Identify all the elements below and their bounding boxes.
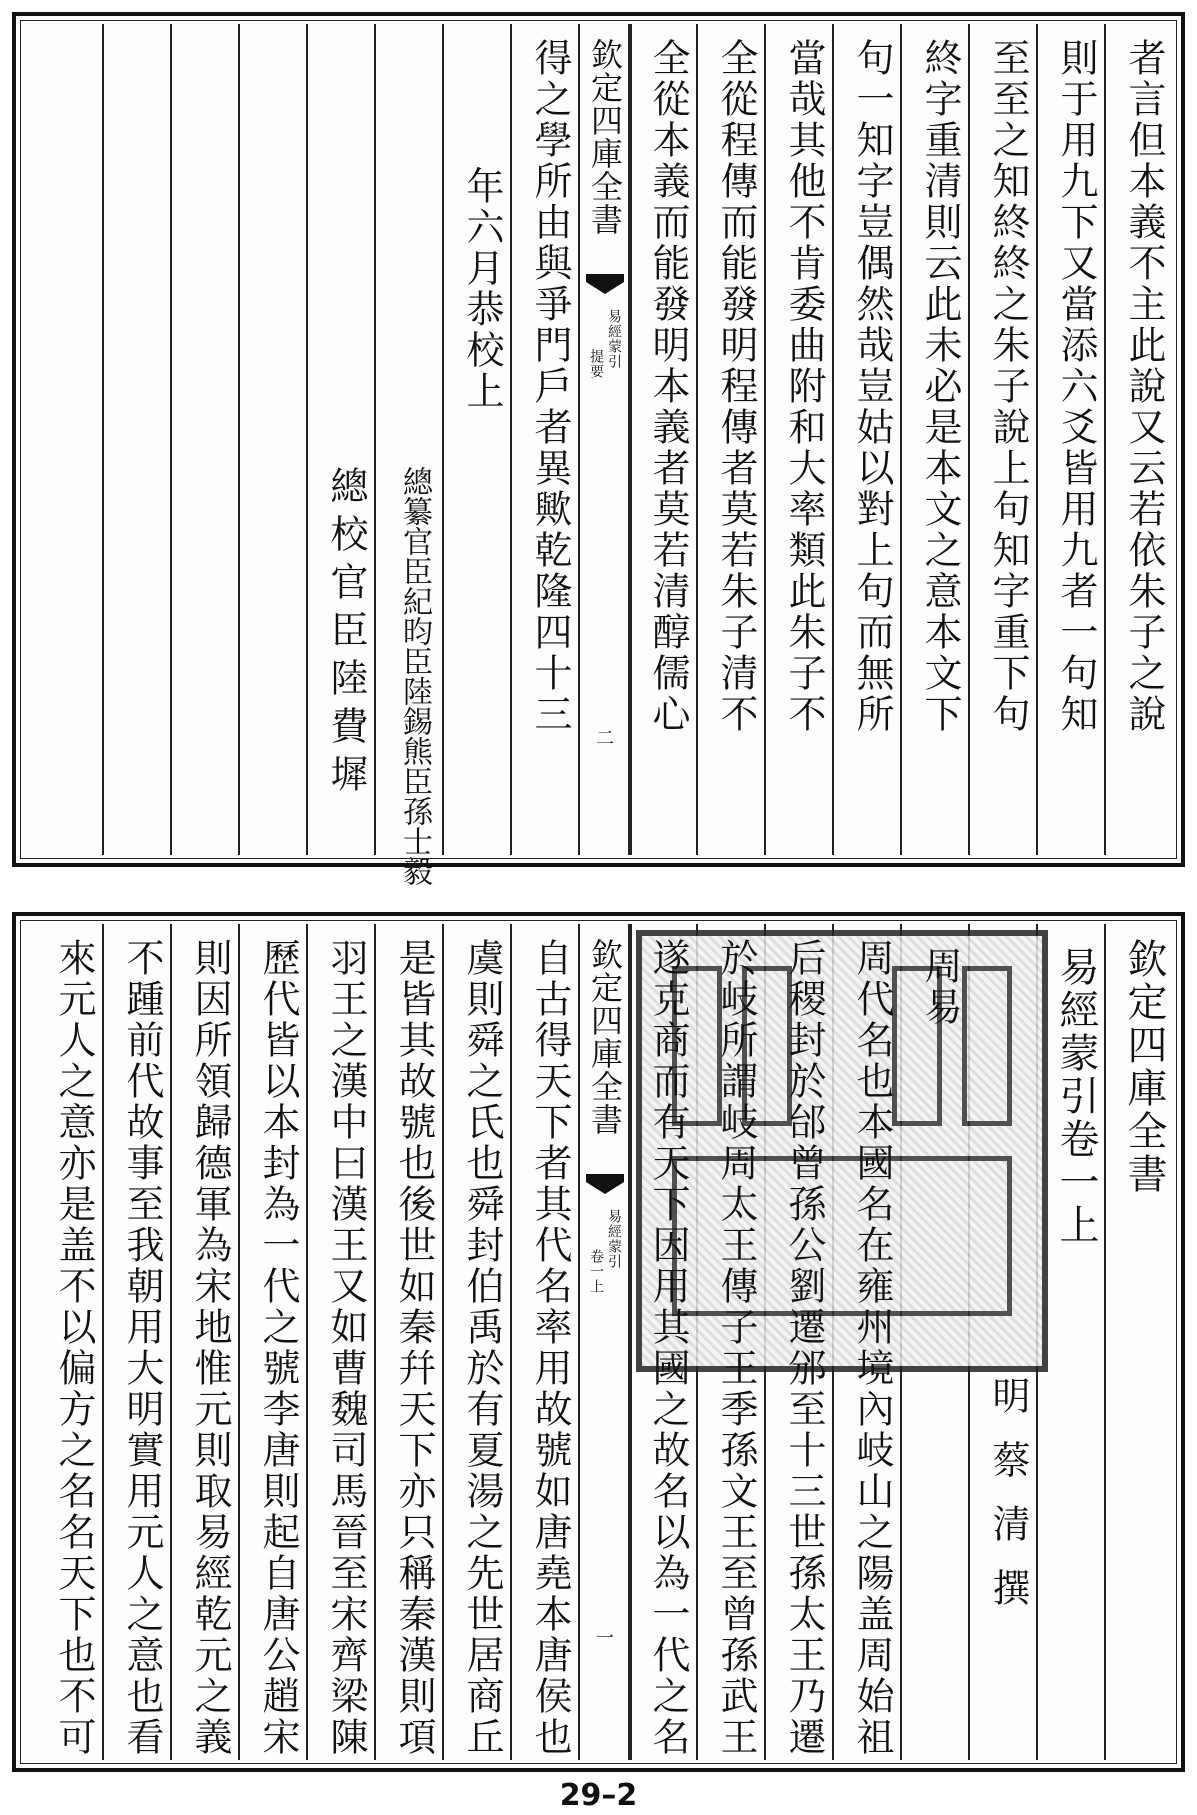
column-rule xyxy=(102,924,104,1760)
side-title: 易經蒙引 xyxy=(606,1209,622,1269)
column-rule xyxy=(510,24,512,855)
text-column: 不踵前代故事至我朝用大明實用元人之意也看 xyxy=(120,938,164,1758)
text-column: 后稷封於邰曾孫公劉遷邠至十三世孫太王乃遷 xyxy=(782,938,826,1758)
column-rule xyxy=(238,24,240,855)
column-rule xyxy=(1104,24,1106,855)
page-top xyxy=(12,12,1185,886)
center-fold xyxy=(578,24,632,855)
text-column: 來元人之意亦是盖不以偏方之名名天下也不可 xyxy=(52,938,96,1758)
column-rule xyxy=(968,24,970,855)
text-column: 歷代皆以本封為一代之號李唐則起自唐公趙宋 xyxy=(256,938,300,1758)
chapter-heading: 易經蒙引卷一上 xyxy=(1053,946,1099,1247)
book-title: 欽定四庫全書 xyxy=(586,38,624,236)
column-rule xyxy=(510,924,512,1760)
text-column: 者言但本義不主此說又云若依朱子之說 xyxy=(1122,38,1166,735)
side-section: 卷一上 xyxy=(588,1249,604,1294)
column-rule xyxy=(374,24,376,855)
column-rule xyxy=(764,24,766,855)
seal-stroke xyxy=(962,966,1012,1126)
text-column: 是皆其故號也後世如秦幷天下亦只稱秦漢則項 xyxy=(392,938,436,1758)
text-column: 自古得天下者其代名率用故號如唐堯本唐侯也 xyxy=(528,938,572,1758)
column-rule xyxy=(1104,924,1106,1760)
text-column: 於岐所謂岐周太王傳子王季孫文王至曾孫武王 xyxy=(714,938,758,1758)
text-column: 羽王之漢中曰漢王又如曹魏司馬晉至宋齊梁陳 xyxy=(324,938,368,1758)
column-rule xyxy=(102,24,104,855)
side-title: 易經蒙引 xyxy=(606,309,622,369)
column-rule xyxy=(832,24,834,855)
text-column: 則因所領歸德軍為宋地惟元則取易經乾元之義 xyxy=(188,938,232,1758)
page-number: 一 xyxy=(596,1628,614,1649)
official-list: 總校官臣陸費墀 xyxy=(324,466,368,802)
column-rule xyxy=(170,924,172,1760)
column-rule xyxy=(306,24,308,855)
text-column: 至至之知終終之朱子說上句知字重下句 xyxy=(986,38,1030,735)
column-rule xyxy=(306,924,308,1760)
text-column: 周代名也本國名在雍州境內岐山之陽盖周始祖 xyxy=(850,938,894,1758)
column-rule xyxy=(696,24,698,855)
page-number: 二 xyxy=(596,728,614,749)
author-line: 明蔡清撰 xyxy=(986,1376,1030,1632)
book-title: 欽定四庫全書 xyxy=(586,938,624,1136)
text-column: 則于用九下又當添六爻皆用九者一句知 xyxy=(1054,38,1098,735)
side-section: 提要 xyxy=(588,349,604,379)
column-rule xyxy=(238,924,240,1760)
fish-tail-mark-icon xyxy=(586,1174,624,1196)
text-column: 遂克商而有天下因用其國之故名以為一代之名 xyxy=(646,938,690,1758)
text-column: 全從程傳而能發明程傳者莫若朱子清不 xyxy=(714,38,758,735)
footer-page-number: 29–2 xyxy=(559,1778,638,1813)
text-column: 終字重清則云此未必是本文之意本文下 xyxy=(918,38,962,735)
text-column: 年六月恭校上 xyxy=(460,166,504,412)
library-seal xyxy=(636,930,1048,1372)
column-rule xyxy=(442,924,444,1760)
fish-tail-mark-icon xyxy=(586,274,624,296)
column-rule xyxy=(442,24,444,855)
section-heading: 周易 xyxy=(918,946,962,1028)
column-rule xyxy=(374,924,376,1760)
text-column: 句一知字豈偶然哉豈姑以對上句而無所 xyxy=(850,38,894,735)
center-fold xyxy=(578,924,632,1760)
text-column: 當哉其他不肯委曲附和大率類此朱子不 xyxy=(782,38,826,735)
text-column: 得之學所由與爭門戶者異歟乾隆四十三 xyxy=(528,38,572,735)
book-title-heading: 欽定四庫全書 xyxy=(1121,938,1167,1196)
official-list: 總纂官臣紀昀臣陸錫熊臣孫士毅 xyxy=(397,466,432,886)
text-column: 虞則舜之氏也舜封伯禹於有夏湯之先世居商丘 xyxy=(460,938,504,1758)
column-rule xyxy=(900,24,902,855)
column-rule xyxy=(170,24,172,855)
page-bottom xyxy=(12,912,1185,1772)
column-rule xyxy=(1036,24,1038,855)
text-column: 全從本義而能發明本義者莫若清醇儒心 xyxy=(646,38,690,735)
